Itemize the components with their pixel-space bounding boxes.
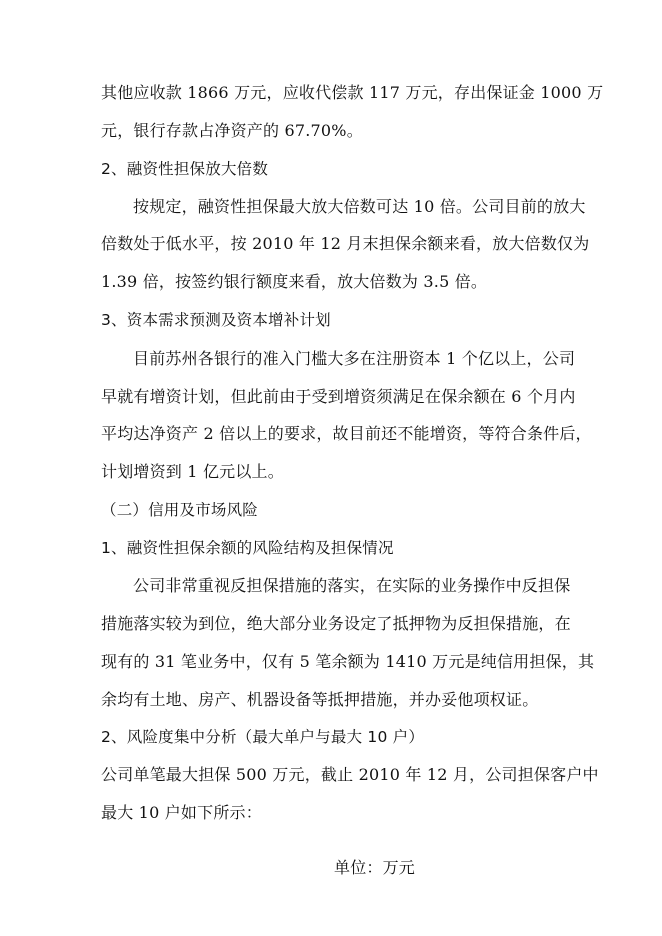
concentration-paragraph-line-2: 最大 10 户如下所示： xyxy=(101,803,262,822)
leverage-paragraph-line-3: 1.39 倍，按签约银行额度来看，放大倍数为 3.5 倍。 xyxy=(101,272,488,291)
leverage-paragraph-line-1: 按规定，融资性担保最大放大倍数可达 10 倍。公司目前的放大 xyxy=(133,197,586,216)
leverage-paragraph-line-2: 倍数处于低水平，按 2010 年 12 月末担保余额来看，放大倍数仅为 xyxy=(101,234,590,253)
credit-market-risk-section-heading: （二）信用及市场风险 xyxy=(101,501,259,519)
risk-structure-heading: 1、融资性担保余额的风险结构及担保情况 xyxy=(101,539,394,557)
capital-paragraph-line-1: 目前苏州各银行的准入门槛大多在注册资本 1 个亿以上，公司 xyxy=(133,349,576,368)
risk-structure-paragraph-line-2: 措施落实较为到位，绝大部分业务设定了抵押物为反担保措施，在 xyxy=(101,614,571,633)
risk-structure-paragraph-line-4: 余均有土地、房产、机器设备等抵押措施，并办妥他项权证。 xyxy=(101,690,539,709)
capital-paragraph-line-4: 计划增资到 1 亿元以上。 xyxy=(101,462,284,481)
leverage-heading: 2、融资性担保放大倍数 xyxy=(101,160,269,178)
concentration-heading: 2、风险度集中分析（最大单户与最大 10 户） xyxy=(101,728,425,746)
risk-structure-paragraph-line-1: 公司非常重视反担保措施的落实，在实际的业务操作中反担保 xyxy=(133,576,571,595)
balance-text-line-1: 其他应收款 1866 万元，应收代偿款 117 万元，存出保证金 1000 万 xyxy=(101,83,604,102)
balance-text-line-2: 元，银行存款占净资产的 67.70%。 xyxy=(101,121,363,140)
capital-paragraph-line-2: 早就有增资计划，但此前由于受到增资须满足在保余额在 6 个月内 xyxy=(101,387,576,406)
capital-plan-heading: 3、资本需求预测及资本增补计划 xyxy=(101,311,331,329)
risk-structure-paragraph-line-3: 现有的 31 笔业务中，仅有 5 笔余额为 1410 万元是纯信用担保，其 xyxy=(101,652,595,671)
concentration-paragraph-line-1: 公司单笔最大担保 500 万元，截止 2010 年 12 月，公司担保客户中 xyxy=(101,765,599,784)
capital-paragraph-line-3: 平均达净资产 2 倍以上的要求，故目前还不能增资，等符合条件后， xyxy=(101,424,592,443)
unit-label: 单位：万元 xyxy=(334,858,416,877)
